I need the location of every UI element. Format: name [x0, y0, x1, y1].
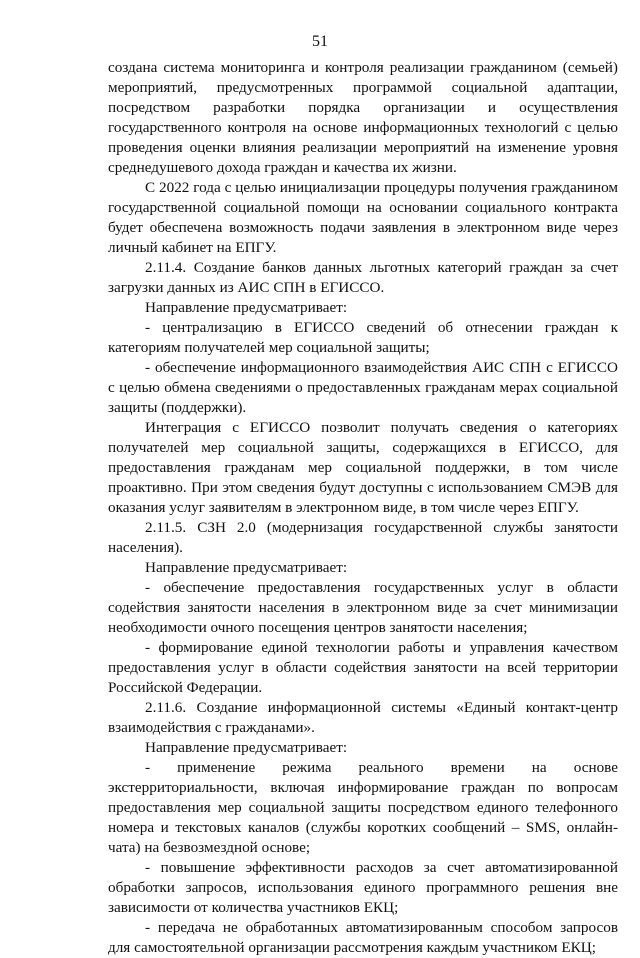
list-item: - повышение эффективности расходов за счет автоматизированной обработки запросов, использования единого программного решения вне зависимости от количества участников ЕКЦ;: [108, 859, 618, 916]
paragraph: Направление предусматривает:: [145, 559, 348, 576]
document-body: [108, 58, 618, 958]
paragraph: С 2022 года с целью инициализации процедуры получения гражданином государственной социальной помощи на основании социального контракта будет обеспечена возможность подачи заявления в электронном виде через личный кабинет на ЕПГУ.: [108, 179, 618, 256]
list-item: - обеспечение информационного взаимодействия АИС СПН с ЕГИССО с целью обмена сведениями о предоставленных гражданам мерах социальной защиты (поддержки).: [108, 359, 618, 416]
paragraph: Интеграция с ЕГИССО позволит получать сведения о категориях получателей мер социальной защиты, содержащихся в ЕГИССО, для предоставления гражданам мер социальной поддержки, в том числе проактивно. При этом сведения будут доступны с использованием СМЭВ для оказания услуг заявителям в электронном виде, в том числе через ЕПГУ.: [108, 419, 618, 516]
list-item: - передача не обработанных автоматизированным способом запросов для самостоятельной организации рассмотрения каждым участником ЕКЦ;: [108, 919, 618, 956]
section-heading: 2.11.5. СЗН 2.0 (модернизация государственной службы занятости населения).: [108, 519, 618, 556]
list-item: - формирование единой технологии работы и управления качеством предоставления услуг в области содействия занятости на всей территории Российской Федерации.: [108, 639, 618, 696]
paragraph: создана система мониторинга и контроля реализации гражданином (семьей) мероприятий, предусмотренных программой социальной адаптации, посредством разработки порядка организации и осуществления государственного контроля на основе информационных технологий с целью проведения оценки влияния реализации мероприятий на изменение уровня среднедушевого дохода граждан и качества их жизни.: [108, 59, 618, 176]
page-number: 51: [312, 33, 328, 50]
section-heading: 2.11.4. Создание банков данных льготных категорий граждан за счет загрузки данных из АИС СПН в ЕГИССО.: [108, 259, 618, 296]
list-item: - обеспечение предоставления государственных услуг в области содействия занятости населения в электронном виде за счет минимизации необходимости очного посещения центров занятости населения;: [108, 579, 618, 636]
list-item: - централизацию в ЕГИССО сведений об отнесении граждан к категориям получателей мер социальной защиты;: [108, 319, 618, 356]
list-item: - применение режима реального времени на основе экстерриториальности, включая информирование граждан по вопросам предоставления мер социальной защиты посредством единого телефонного номера и текстовых каналов (службы коротких сообщений – SMS, онлайн-чата) на безвозмездной основе;: [108, 759, 618, 856]
paragraph: Направление предусматривает:: [145, 739, 348, 756]
paragraph: Направление предусматривает:: [145, 299, 348, 316]
section-heading: 2.11.6. Создание информационной системы «Единый контакт-центр взаимодействия с гражданами».: [108, 699, 618, 736]
